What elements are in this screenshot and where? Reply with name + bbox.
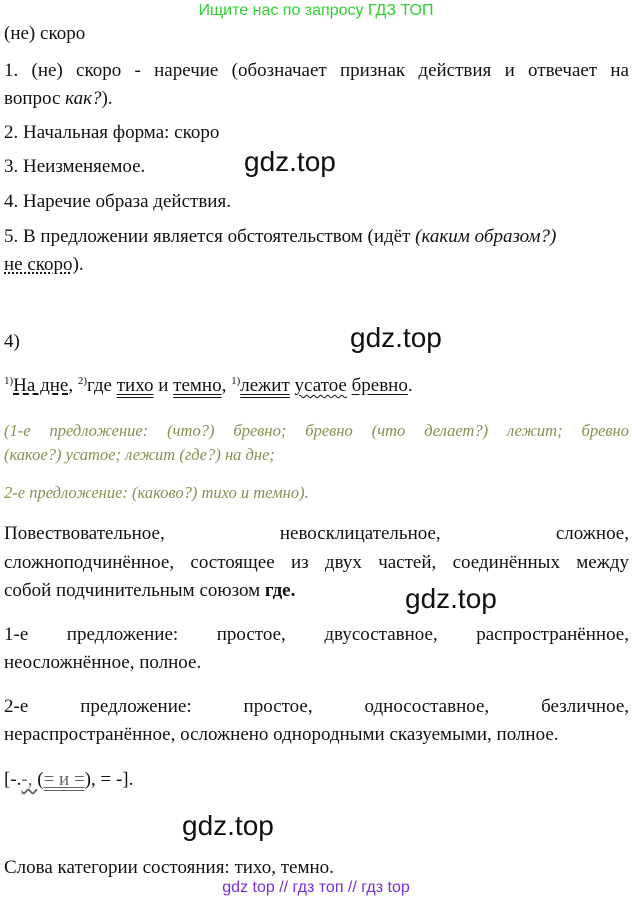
item-4: 4. Наречие образа действия. (4, 191, 231, 212)
desc-word-2: невосклицательное, (279, 523, 441, 544)
item-2: 2. Начальная форма: скоро (4, 122, 220, 143)
scheme-part-d: = и = (43, 769, 85, 790)
watermark-1: gdz.top (244, 146, 336, 177)
period: . (407, 375, 413, 396)
word-na-dne: На дне (13, 375, 69, 396)
scheme-part-f: , = -]. (91, 769, 134, 790)
watermark-2: gdz.top (350, 322, 442, 353)
desc-word-3: сложное, (555, 523, 629, 544)
example-sentence (4, 374, 413, 398)
sentence-part-mark-1: 1) (4, 375, 14, 387)
item-3: 3. Неизменяемое. (4, 156, 146, 177)
desc-text: собой подчинительным союзом (4, 580, 265, 601)
word-gde: где (87, 375, 117, 396)
last-line: Слова категории состояния: тихо, темно. (4, 857, 334, 878)
word-title: (не) скоро (4, 23, 86, 44)
scheme-part-e: ) (84, 769, 91, 790)
word-usatoe: усатое (294, 375, 347, 396)
watermark-4: gdz.top (182, 810, 274, 841)
item-1-line-2 (4, 87, 113, 111)
desc-bold: где. (264, 580, 296, 601)
scheme-part-b: -, (21, 769, 38, 790)
word-brevno: бревно (351, 375, 408, 396)
item-5-end: ). (72, 254, 84, 275)
sentence-part-mark-2: 2) (77, 375, 88, 387)
sentence-scheme (4, 768, 133, 792)
scheme-part-c: ( (37, 769, 44, 790)
section-4-label: 4) (4, 331, 20, 352)
top-banner[interactable]: Ищите нас по запросу ГДЗ ТОП (198, 2, 434, 19)
item-1-italic: как? (65, 88, 102, 109)
analysis-1-line-1: (1-е предложение: (что?) бревно; бревно (что делает?) лежит; бревно (4, 421, 629, 440)
item-1-end: ). (101, 88, 113, 109)
word-temno: темно (173, 375, 222, 396)
description-line-3 (4, 579, 295, 603)
word-tikho: тихо (116, 375, 154, 396)
analysis-1-line-2: (какое?) усатое; лежит (где?) на дне; (4, 445, 275, 464)
part-1-line-1: 1-е предложение: простое, двусоставное, распространённое, (4, 624, 629, 645)
bottom-banner[interactable]: gdz top // гдз топ // гдз top (222, 879, 410, 896)
item-5-italic: (каким образом?) (415, 226, 557, 247)
conj-and: и (153, 375, 174, 396)
part-2-line-1: 2-е предложение: простое, односоставное, безличное, (4, 696, 629, 717)
comma: , (68, 375, 78, 396)
word-lezhit: лежит (240, 375, 290, 396)
part-1-line-2: неосложнённое, полное. (4, 652, 202, 673)
part-2-line-2: нераспространённое, осложнено однородными сказуемыми, полное. (4, 724, 559, 745)
item-5-underlined: не скоро (4, 254, 73, 275)
item-1-text: вопрос (4, 88, 66, 109)
description-line-1 (4, 522, 629, 546)
item-1-line-1: 1. (не) скоро - наречие (обозначает признак действия и отвечает на (4, 60, 629, 81)
item-5-line-2 (4, 253, 84, 277)
sentence-part-mark-3: 1) (231, 375, 241, 387)
desc-word-1: Повествовательное, (4, 523, 165, 544)
item-5-text: 5. В предложении является обстоятельством (идёт (4, 226, 416, 247)
watermark-3: gdz.top (405, 583, 497, 614)
item-5-line-1 (4, 225, 629, 249)
description-line-2: сложноподчинённое, состоящее из двух частей, соединённых между (4, 552, 629, 573)
scheme-part-a: [-. (4, 769, 22, 790)
comma: , (221, 375, 232, 396)
analysis-2: 2-е предложение: (каково?) тихо и темно). (4, 483, 309, 502)
